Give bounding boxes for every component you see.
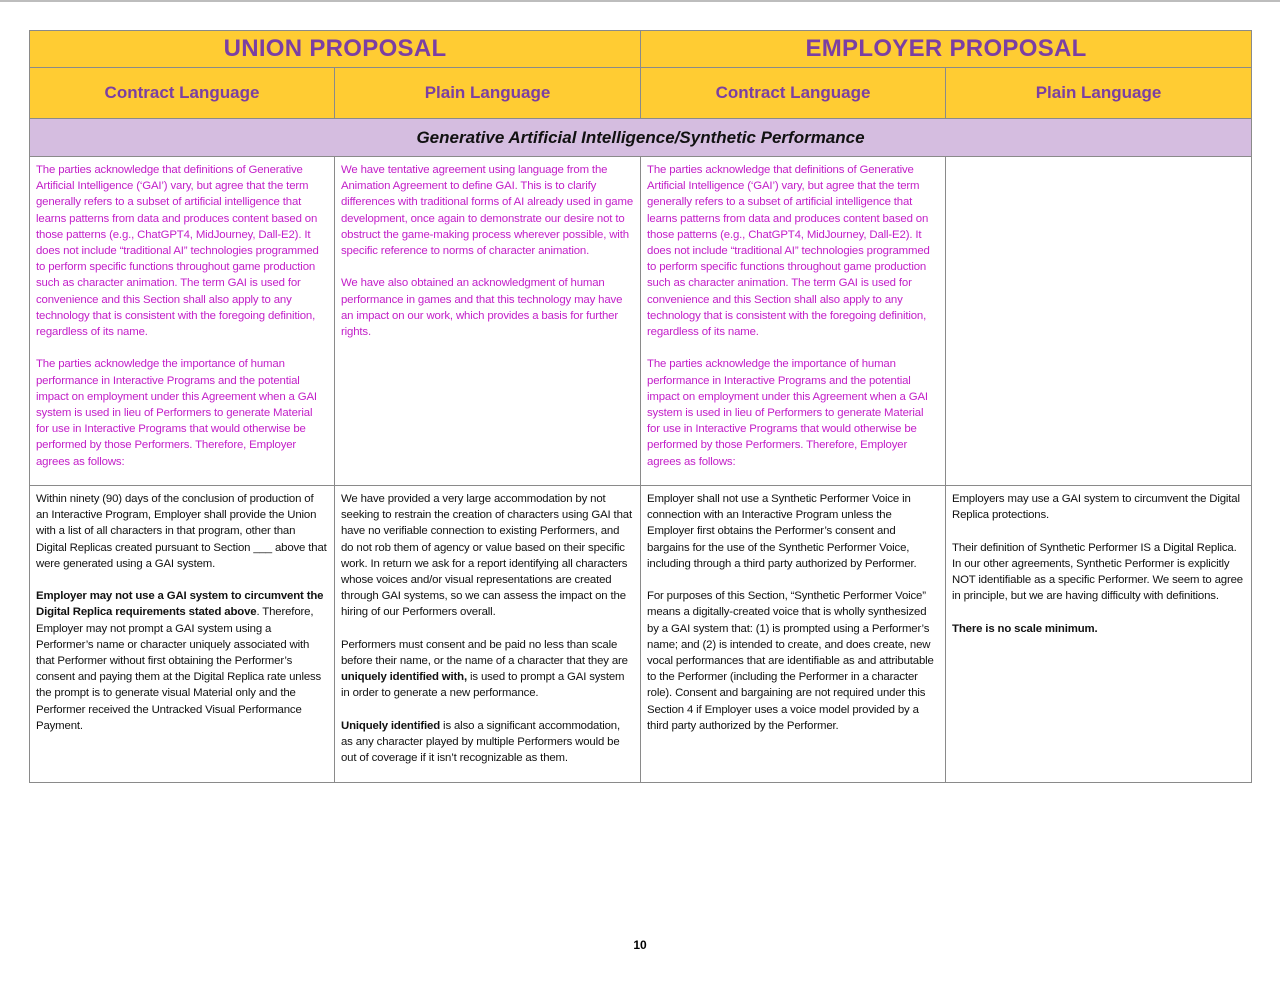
employer-proposal-header: EMPLOYER PROPOSAL <box>641 31 1252 68</box>
paragraph: Employers may use a GAI system to circumvent the Digital Replica protections. <box>952 493 1240 522</box>
text: is used to prompt a GAI system in order to generate a new performance. <box>341 671 625 700</box>
bold-text: Employer may not use a GAI system to circumvent the Digital Replica requirements stated above <box>36 590 324 619</box>
paragraph <box>341 718 634 767</box>
employer-contract-language-header: Contract Language <box>641 68 946 119</box>
bold-text: Uniquely identified <box>341 719 441 732</box>
paragraph: The parties acknowledge the importance of human performance in Interactive Programs and the potential impact on employment under this Agreement when a GAI system is used in lieu of Performers to generate Material for use in Interactive Programs that would otherwise be performed by those Performers. Therefore, Employer agrees as follows: <box>36 358 317 468</box>
employer-plain-cell <box>946 486 1252 783</box>
union-contract-cell <box>30 486 335 783</box>
paragraph: The parties acknowledge the importance of human performance in Interactive Programs and the potential impact on employment under this Agreement when a GAI system is used in lieu of Performers to generate Material for use in Interactive Programs that would otherwise be performed by those Performers. Therefore, Employer agrees as follows: <box>647 358 928 468</box>
paragraph: Within ninety (90) days of the conclusion of production of an Interactive Program, Employer shall provide the Union with a list of all characters in that program, other than Digital Replicas created pursuant to Section ___ above that were generated using a GAI system. <box>36 493 327 570</box>
employer-plain-cell <box>946 157 1252 486</box>
paragraph <box>341 637 634 702</box>
bold-text: uniquely identified with, <box>341 671 467 684</box>
paragraph: For purposes of this Section, “Synthetic Performer Voice” means a digitally-created voice that is wholly synthesized by a GAI system that: (1) is prompted using a Performer’s name; and (2) is intended to create, and does create, new vocal performances that are identifiable as and attributable to the Performer (including the Performer in a character role). Consent and bargaining are not required under this Section 4 if Employer uses a voice model provided by a third party authorized by the Performer. <box>647 590 934 732</box>
union-contract-language-header: Contract Language <box>30 68 335 119</box>
employer-contract-cell <box>641 157 946 486</box>
paragraph: Employer shall not use a Synthetic Performer Voice in connection with an Interactive Program unless the Employer first obtains the Performer’s consent and bargains for the use of the Synthetic Performer Voice, including through a third party authorized by Performer. <box>647 493 917 570</box>
bold-text: There is no scale minimum. <box>952 622 1098 635</box>
text: Performers must consent and be paid no less than scale before their name, or the name of a character that they are <box>341 638 628 668</box>
page-number: 10 <box>633 938 647 952</box>
section-title: Generative Artificial Intelligence/Synthetic Performance <box>30 119 1252 157</box>
paragraph: We have provided a very large accommodation by not seeking to restrain the creation of characters using GAI that have no verifiable connection to existing Performers, and do not rob them of agency or value based on their specific work. In return we ask for a report identifying all characters whose voices and/or visual representations are created through GAI systems, so we can assess the impact on the hiring of our Performers overall. <box>341 493 632 619</box>
union-plain-language-header: Plain Language <box>335 68 641 119</box>
paragraph: We have also obtained an acknowledgment of human performance in games and that this technology may have an impact on our work, which provides a basis for further rights. <box>341 277 623 339</box>
employer-plain-language-header: Plain Language <box>946 68 1252 119</box>
paragraph: The parties acknowledge that definitions of Generative Artificial Intelligence (‘GAI’) vary, but agree that the term generally refers to a subset of artificial intelligence that learns patterns from data and produces content based on those patterns (e.g., ChatGPT4, MidJourney, Dall-E2). It does not include “traditional AI” technologies programmed to perform specific functions throughout game production such as character animation. The term GAI is used for convenience and this Section shall also apply to any technology that is consistent with the foregoing definition, regardless of its name. <box>647 164 930 339</box>
union-plain-cell <box>335 486 641 783</box>
text: is also a significant accommodation, as any character played by multiple Performers would be out of coverage if it isn’t recognizable as them. <box>341 719 621 765</box>
paragraph: The parties acknowledge that definitions of Generative Artificial Intelligence (‘GAI’) vary, but agree that the term generally refers to a subset of artificial intelligence that learns patterns from data and produces content based on those patterns (e.g., ChatGPT4, MidJourney, Dall-E2). It does not include “traditional AI” technologies programmed to perform specific functions throughout game production such as character animation. The term GAI is used for convenience and this Section shall also apply to any technology that is consistent with the foregoing definition, regardless of its name. <box>36 164 319 339</box>
proposal-table <box>29 30 1252 783</box>
text: . Therefore, Employer may not prompt a GAI system using a Performer’s name or character uniquely associated with that Performer without first obtaining the Performer’s consent and paying them at the Digital Replica rate unless the prompt is to generate visual Material only and the Performer received the Untracked Visual Performance Payment. <box>36 606 322 732</box>
paragraph: We have tentative agreement using language from the Animation Agreement to define GAI. This is to clarify differences with traditional forms of AI already used in game development, once again to demonstrate our desire not to obstruct the game-making process wherever possible, with specific reference to norms of character animation. <box>341 164 634 258</box>
table-row <box>30 486 1252 783</box>
employer-contract-cell <box>641 486 946 783</box>
top-rule <box>0 0 1280 2</box>
paragraph <box>952 621 1245 637</box>
union-contract-cell <box>30 157 335 486</box>
paragraph <box>36 588 328 734</box>
paragraph: Their definition of Synthetic Performer IS a Digital Replica. In our other agreements, Synthetic Performer is explicitly NOT identifiable as a specific Performer. We seem to agree in principle, but we are having difficulty with definitions. <box>952 541 1243 603</box>
union-plain-cell <box>335 157 641 486</box>
table-row <box>30 157 1252 486</box>
union-proposal-header: UNION PROPOSAL <box>30 31 641 68</box>
